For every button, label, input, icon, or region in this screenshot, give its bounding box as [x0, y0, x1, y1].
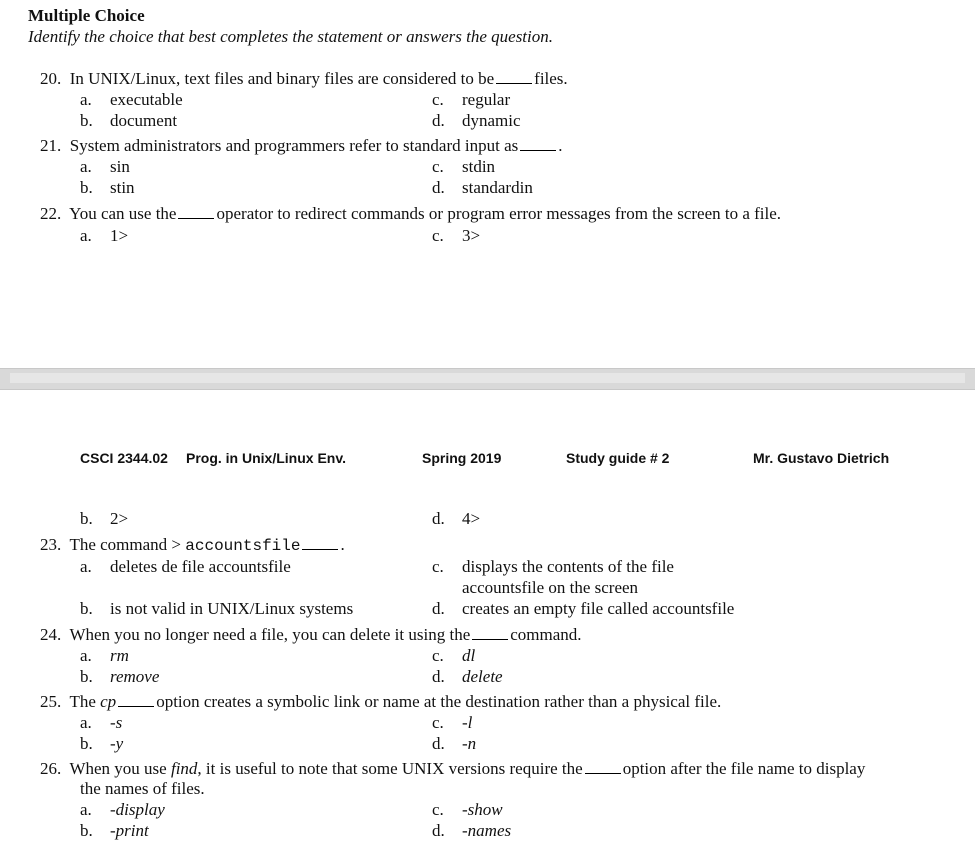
option-label: c.: [432, 800, 444, 819]
option-b: [80, 821, 149, 841]
section-instructions: Identify the choice that best completes the statement or answers the question.: [28, 27, 553, 46]
option-text: document: [110, 111, 178, 130]
option-c: [432, 157, 495, 177]
question-text-end: option creates a symbolic link or name at the destination rather than a physical file.: [156, 692, 722, 711]
option-text: remove: [110, 667, 160, 686]
option-text: dl: [462, 646, 476, 665]
option-d: [432, 667, 503, 687]
option-text: 4>: [462, 509, 481, 528]
option-a: [80, 157, 130, 177]
option-d: [432, 111, 521, 131]
command-name: cp: [100, 692, 117, 711]
option-d: [432, 821, 511, 841]
option-label: a.: [80, 800, 92, 819]
option-b: [80, 178, 135, 198]
question-text-end: option after the file name to display: [622, 759, 866, 778]
option-text: -y: [110, 734, 124, 753]
option-label: d.: [432, 599, 445, 618]
option-label: b.: [80, 821, 93, 840]
option-b: [80, 111, 177, 131]
question-26: [40, 758, 865, 779]
question-text-end: files.: [534, 69, 568, 88]
question-21: [40, 135, 563, 156]
answer-blank: [302, 534, 338, 550]
header-course-name: Prog. in Unix/Linux Env.: [186, 450, 346, 466]
option-label: d.: [432, 178, 445, 197]
option-c: [432, 646, 475, 666]
option-text: -l: [462, 713, 473, 732]
option-text: is not valid in UNIX/Linux systems: [110, 599, 354, 618]
question-number: 25.: [40, 692, 62, 711]
question-26-continued: the names of files.: [80, 779, 205, 798]
question-number: 23.: [40, 535, 62, 554]
option-label: c.: [432, 713, 444, 732]
option-a: [80, 713, 122, 733]
option-label: d.: [432, 111, 445, 130]
page-separator-inner: [10, 373, 965, 383]
option-label: b.: [80, 111, 93, 130]
section-title: Multiple Choice: [28, 6, 145, 25]
option-text: regular: [462, 90, 511, 109]
answer-blank: [178, 203, 214, 219]
option-label: b.: [80, 734, 93, 753]
option-text: 1>: [110, 226, 129, 245]
question-22: [40, 203, 781, 224]
command-code: accountsfile: [185, 537, 301, 555]
option-a: [80, 646, 129, 666]
question-text: When you no longer need a file, you can delete it using the: [69, 625, 471, 644]
option-a: [80, 226, 128, 246]
option-text: -print: [110, 821, 149, 840]
option-c: [432, 90, 510, 110]
option-label: c.: [432, 157, 444, 176]
header-course: CSCI 2344.02: [80, 450, 168, 466]
header-teacher: Mr. Gustavo Dietrich: [753, 450, 890, 466]
option-c: [432, 557, 674, 577]
option-b: [80, 509, 128, 529]
question-text: You can use the: [69, 204, 177, 223]
option-label: c.: [432, 557, 444, 576]
question-24: [40, 624, 582, 645]
option-text: -show: [462, 800, 503, 819]
option-d: [432, 178, 533, 198]
answer-blank: [496, 68, 532, 84]
question-text-end: .: [340, 535, 345, 554]
option-label: c.: [432, 646, 444, 665]
option-label: a.: [80, 646, 92, 665]
question-number: 24.: [40, 625, 62, 644]
option-label: a.: [80, 90, 92, 109]
question-number: 26.: [40, 759, 62, 778]
option-label: c.: [432, 90, 444, 109]
option-label: a.: [80, 713, 92, 732]
question-text-end: command.: [510, 625, 582, 644]
option-a: [80, 800, 165, 820]
question-text: System administrators and programmers refer to standard input as: [69, 136, 519, 155]
question-20: [40, 68, 568, 89]
question-text: The command >: [69, 535, 182, 554]
option-label: b.: [80, 667, 93, 686]
option-text: creates an empty file called accountsfile: [462, 599, 735, 618]
option-text: -names: [462, 821, 512, 840]
option-c: [432, 800, 503, 820]
option-b: [80, 734, 123, 754]
command-name: find: [170, 759, 198, 778]
option-label: a.: [80, 157, 92, 176]
option-b: [80, 667, 159, 687]
question-23: [40, 534, 345, 555]
option-text: sin: [110, 157, 130, 176]
option-text: stdin: [462, 157, 496, 176]
option-text: displays the contents of the file: [462, 557, 674, 576]
question-number: 21.: [40, 136, 62, 155]
option-text: executable: [110, 90, 183, 109]
header-guide: Study guide # 2: [566, 450, 670, 466]
option-label: d.: [432, 509, 445, 528]
question-text-end: operator to redirect commands or program error messages from the screen to a file.: [216, 204, 782, 223]
option-text: 3>: [462, 226, 481, 245]
page-separator: [0, 368, 975, 390]
option-text: standardin: [462, 178, 533, 197]
question-text-mid: , it is useful to note that some UNIX versions require the: [197, 759, 583, 778]
option-text: delete: [462, 667, 503, 686]
option-label: b.: [80, 178, 93, 197]
option-label: b.: [80, 509, 93, 528]
option-b: [80, 599, 353, 619]
option-a: [80, 557, 291, 577]
question-text: The: [69, 692, 96, 711]
option-c-continued: accountsfile on the screen: [462, 578, 639, 597]
answer-blank: [118, 691, 154, 707]
option-label: d.: [432, 667, 445, 686]
question-number: 22.: [40, 204, 62, 223]
option-a: [80, 90, 183, 110]
header-term: Spring 2019: [422, 450, 502, 466]
option-text: 2>: [110, 509, 129, 528]
option-label: b.: [80, 599, 93, 618]
option-label: c.: [432, 226, 444, 245]
question-text: When you use: [69, 759, 167, 778]
answer-blank: [472, 624, 508, 640]
option-c: [432, 226, 480, 246]
option-d: [432, 509, 480, 529]
option-text: -display: [110, 800, 165, 819]
option-text: dynamic: [462, 111, 521, 130]
answer-blank: [585, 758, 621, 774]
option-label: d.: [432, 734, 445, 753]
option-d: [432, 599, 734, 619]
question-number: 20.: [40, 69, 62, 88]
question-text-end: .: [558, 136, 563, 155]
answer-blank: [520, 135, 556, 151]
option-label: a.: [80, 557, 92, 576]
question-text: In UNIX/Linux, text files and binary files are considered to be: [69, 69, 495, 88]
option-label: d.: [432, 821, 445, 840]
option-text: stin: [110, 178, 135, 197]
option-text: deletes de file accountsfile: [110, 557, 291, 576]
option-label: a.: [80, 226, 92, 245]
option-text: -s: [110, 713, 123, 732]
question-25: [40, 691, 721, 712]
option-d: [432, 734, 476, 754]
option-text: -n: [462, 734, 477, 753]
option-text: rm: [110, 646, 129, 665]
option-c: [432, 713, 472, 733]
